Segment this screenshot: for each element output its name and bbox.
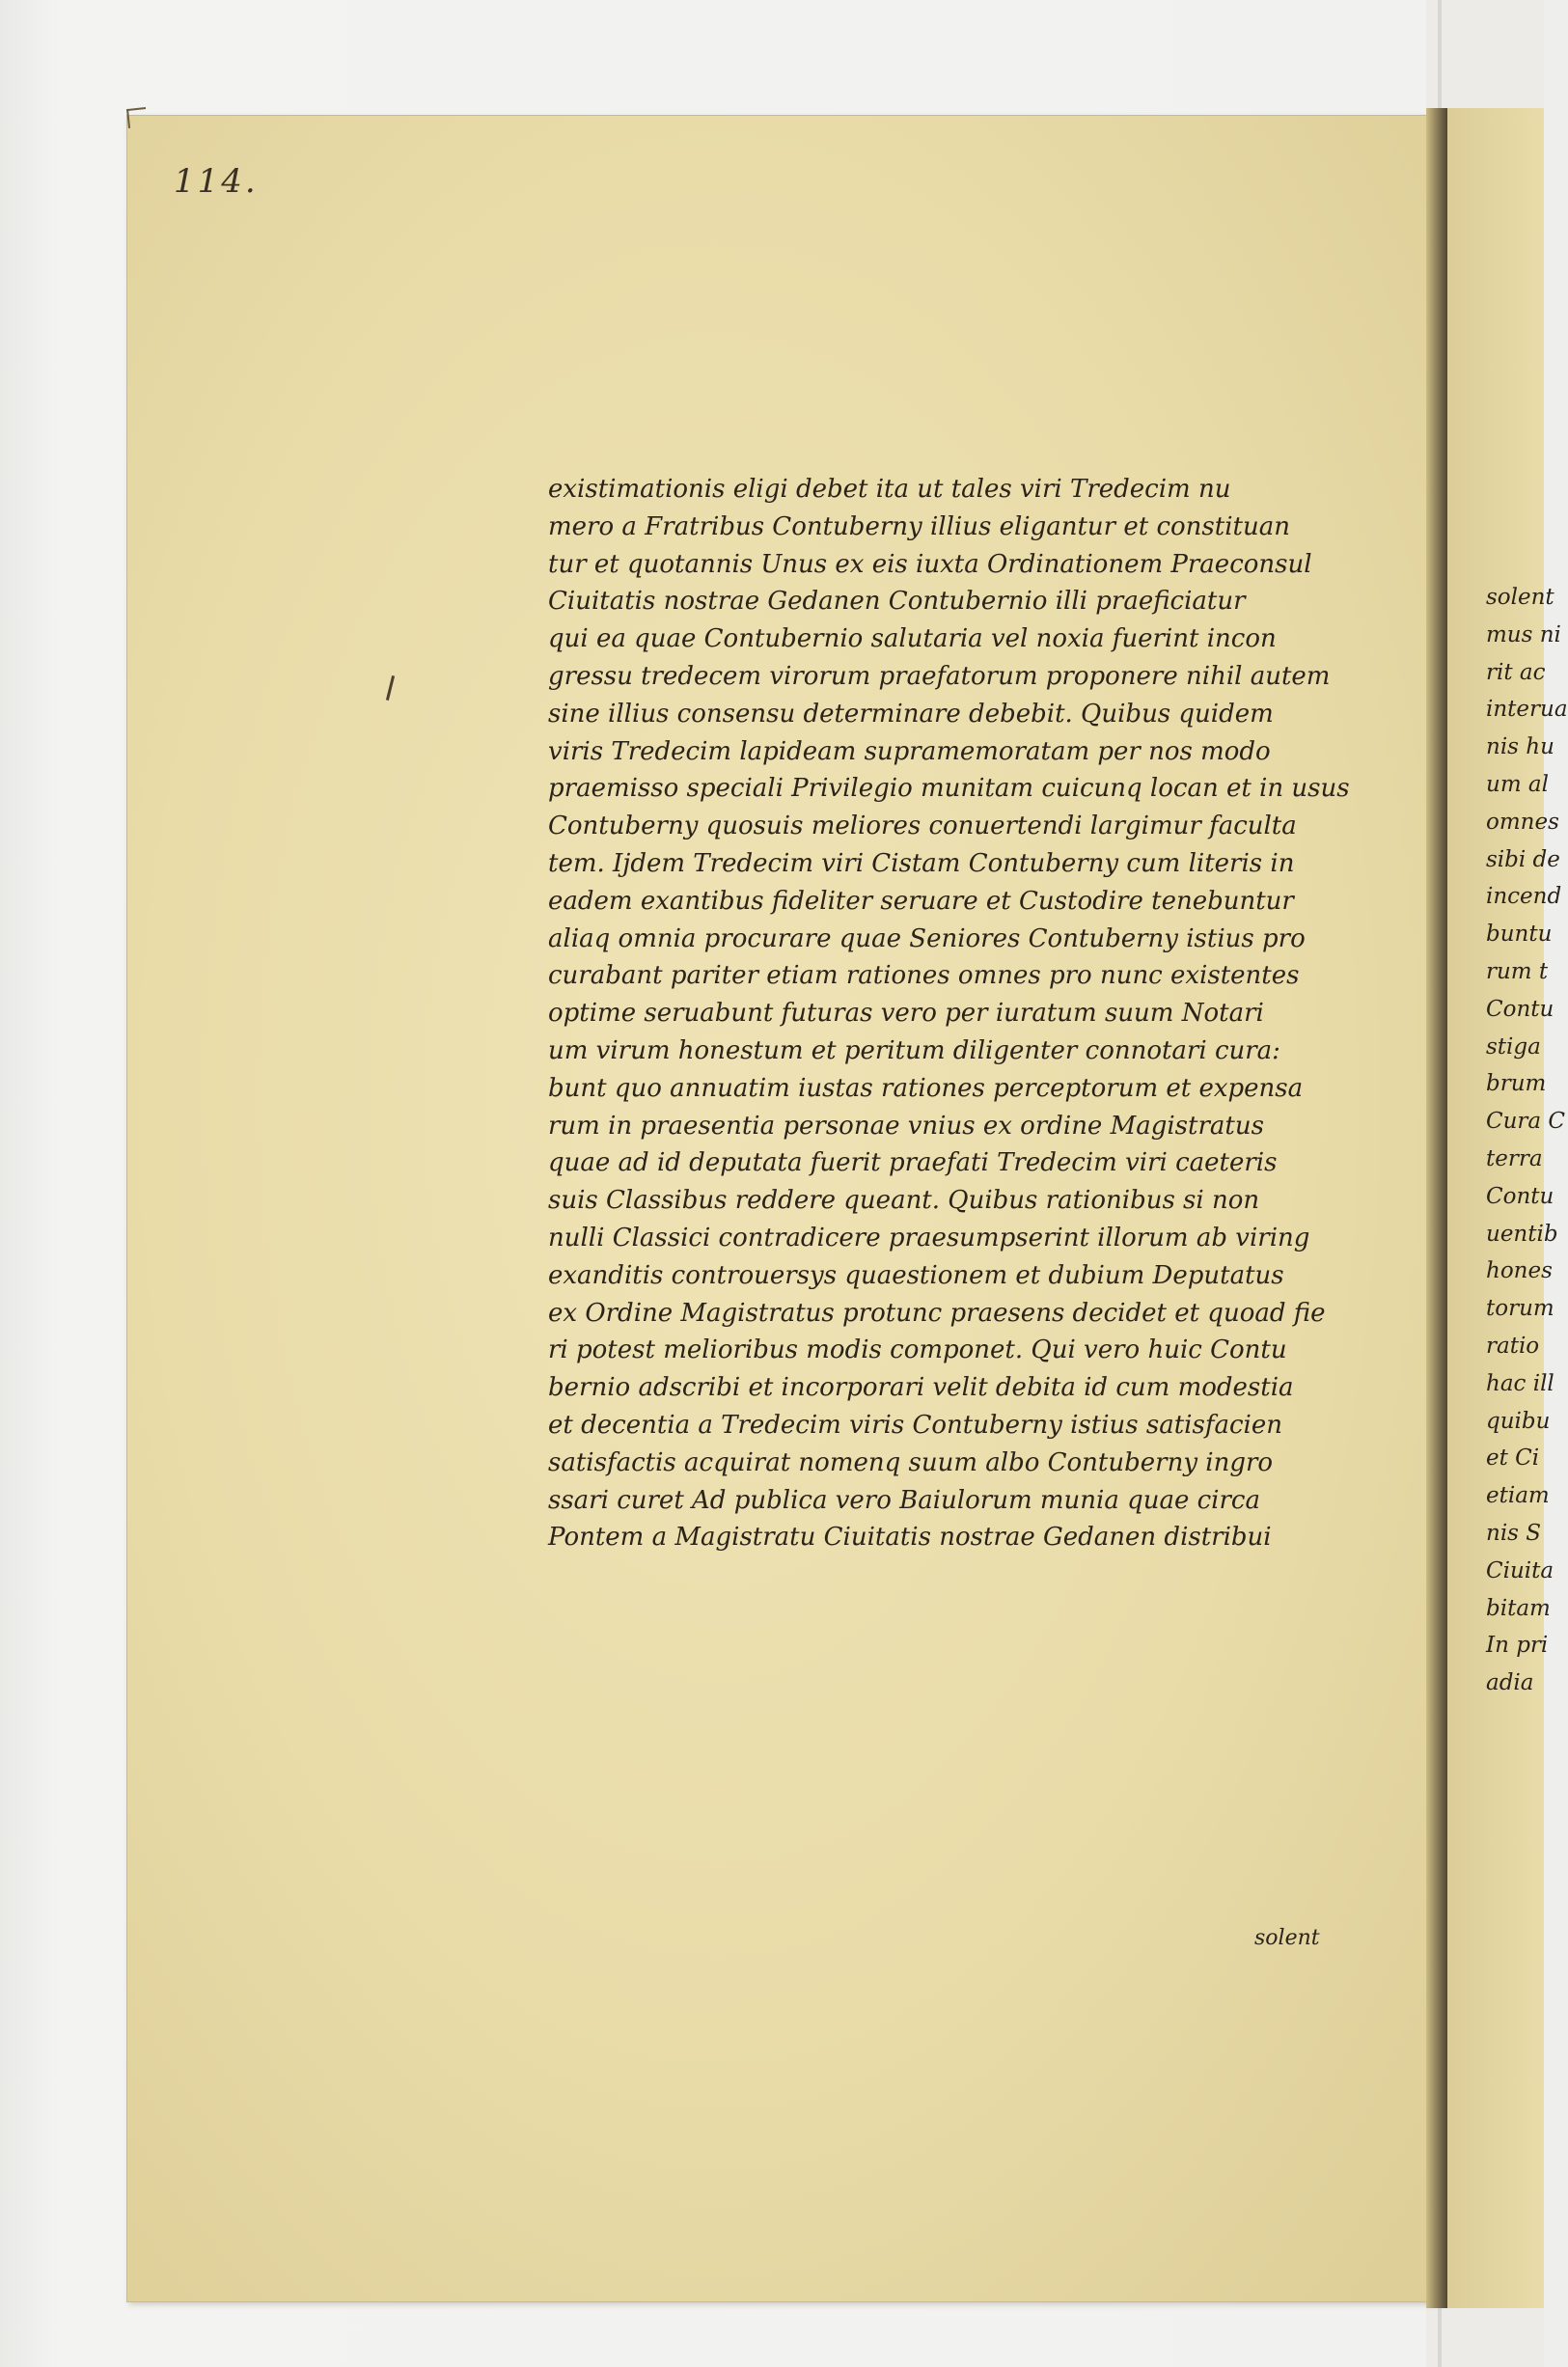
text-line: eadem exantibus fideliter seruare et Custodire tenebuntur (548, 886, 1294, 916)
text-line: ex Ordine Magistratus protunc praesens decidet et quoad fie (548, 1298, 1326, 1328)
text-line: tem. Ijdem Tredecim viri Cistam Contuberny cum literis in (548, 848, 1295, 878)
text-line: optime seruabunt futuras vero per iuratum suum Notari (548, 999, 1264, 1029)
text-line: Ciuitatis nostrae Gedanen Contubernio illi praeficiatur (548, 587, 1246, 617)
text-line: rum in praesentia personae vnius ex ordine Magistratus (548, 1111, 1264, 1141)
facing-text-line: solent (1486, 585, 1554, 610)
facing-text-line: Ciuita (1486, 1557, 1554, 1583)
text-line: ri potest melioribus modis componet. Qui vero huic Contu (548, 1335, 1287, 1365)
facing-text-line: rit ac (1486, 659, 1546, 685)
facing-text-line: incend (1486, 884, 1562, 910)
facing-text-line: adia (1486, 1670, 1534, 1696)
facing-text-line: et Ci (1486, 1445, 1540, 1472)
facing-page (1447, 108, 1568, 2308)
text-line: viris Tredecim lapideam supramemoratam per nos modo (548, 736, 1271, 766)
text-line: gressu tredecem virorum praefatorum proponere nihil autem (548, 661, 1331, 691)
text-line: ssari curet Ad publica vero Baiulorum munia quae circa (548, 1485, 1260, 1515)
text-line: praemisso speciali Privilegio munitam cuicunq locan et in usus (548, 774, 1350, 804)
facing-text-line: Contu (1486, 996, 1554, 1022)
page-gutter-shadow (1426, 108, 1447, 2308)
facing-text-line: nis hu (1486, 734, 1554, 760)
text-line: Contuberny quosuis meliores conuertendi largimur faculta (548, 812, 1297, 841)
facing-text-line: brum (1486, 1071, 1547, 1097)
text-line: exanditis controuersys quaestionem et dubium Deputatus (548, 1260, 1284, 1290)
text-line: qui ea quae Contubernio salutaria vel noxia fuerint incon (548, 624, 1277, 654)
facing-text-line: hac ill (1486, 1370, 1554, 1396)
facing-text-line: Contu (1486, 1183, 1554, 1209)
corner-fold-mark (126, 107, 148, 128)
text-line: mero a Fratribus Contuberny illius eligantur et constituan (548, 511, 1290, 541)
manuscript-text (548, 471, 1370, 1556)
facing-text-line: Cura C (1486, 1109, 1566, 1135)
text-line: satisfactis acquirat nomenq suum albo Contuberny ingro (548, 1447, 1274, 1477)
facing-text-line: bitam (1486, 1595, 1551, 1621)
text-line: bernio adscribi et incorporari velit debita id cum modestia (548, 1373, 1294, 1403)
facing-text-line: omnes (1486, 809, 1559, 835)
text-line: aliaq omnia procurare quae Seniores Contuberny istius pro (548, 923, 1306, 953)
page-number: 114. (174, 162, 259, 201)
facing-text-line: sibi de (1486, 846, 1560, 872)
text-line: bunt quo annuatim iustas rationes perceptorum et expensa (548, 1073, 1304, 1103)
facing-text-line: etiam (1486, 1483, 1550, 1509)
text-line: sine illius consensu determinare debebit. Quibus quidem (548, 699, 1274, 729)
facing-text-line: mus ni (1486, 621, 1561, 647)
text-line: curabant pariter etiam rationes omnes pro nunc existentes (548, 961, 1300, 991)
text-line: et decentia a Tredecim viris Contuberny istius satisfacien (548, 1410, 1282, 1440)
text-line: suis Classibus reddere queant. Quibus rationibus si non (548, 1186, 1260, 1216)
facing-text-line: stiga (1486, 1033, 1541, 1060)
text-line: tur et quotannis Unus ex eis iuxta Ordinationem Praeconsul (548, 549, 1312, 579)
facing-text-line: nis S (1486, 1520, 1542, 1546)
facing-text-line: quibu (1486, 1408, 1551, 1434)
text-line: existimationis eligi debet ita ut tales viri Tredecim nu (548, 475, 1231, 504)
facing-text-line: interua (1486, 697, 1568, 723)
facing-page-text (1447, 579, 1568, 1702)
facing-text-line: In pri (1486, 1633, 1549, 1659)
facing-text-line: rum t (1486, 958, 1549, 984)
facing-text-line: terra (1486, 1145, 1543, 1171)
text-line: um virum honestum et peritum diligenter connotari cura: (548, 1035, 1280, 1065)
facing-text-line: buntu (1486, 922, 1553, 948)
facing-text-line: um al (1486, 771, 1550, 797)
text-line: quae ad id deputata fuerit praefati Tredecim viri caeteris (548, 1148, 1278, 1178)
text-line: nulli Classici contradicere praesumpserint illorum ab viring (548, 1223, 1310, 1252)
facing-text-line: uentib (1486, 1221, 1558, 1247)
facing-text-line: ratio (1486, 1333, 1540, 1359)
text-line: Pontem a Magistratu Ciuitatis nostrae Gedanen distribui (548, 1523, 1272, 1553)
facing-text-line: torum (1486, 1296, 1554, 1322)
facing-text-line: hones (1486, 1258, 1553, 1284)
catchword: solent (1254, 1926, 1320, 1950)
